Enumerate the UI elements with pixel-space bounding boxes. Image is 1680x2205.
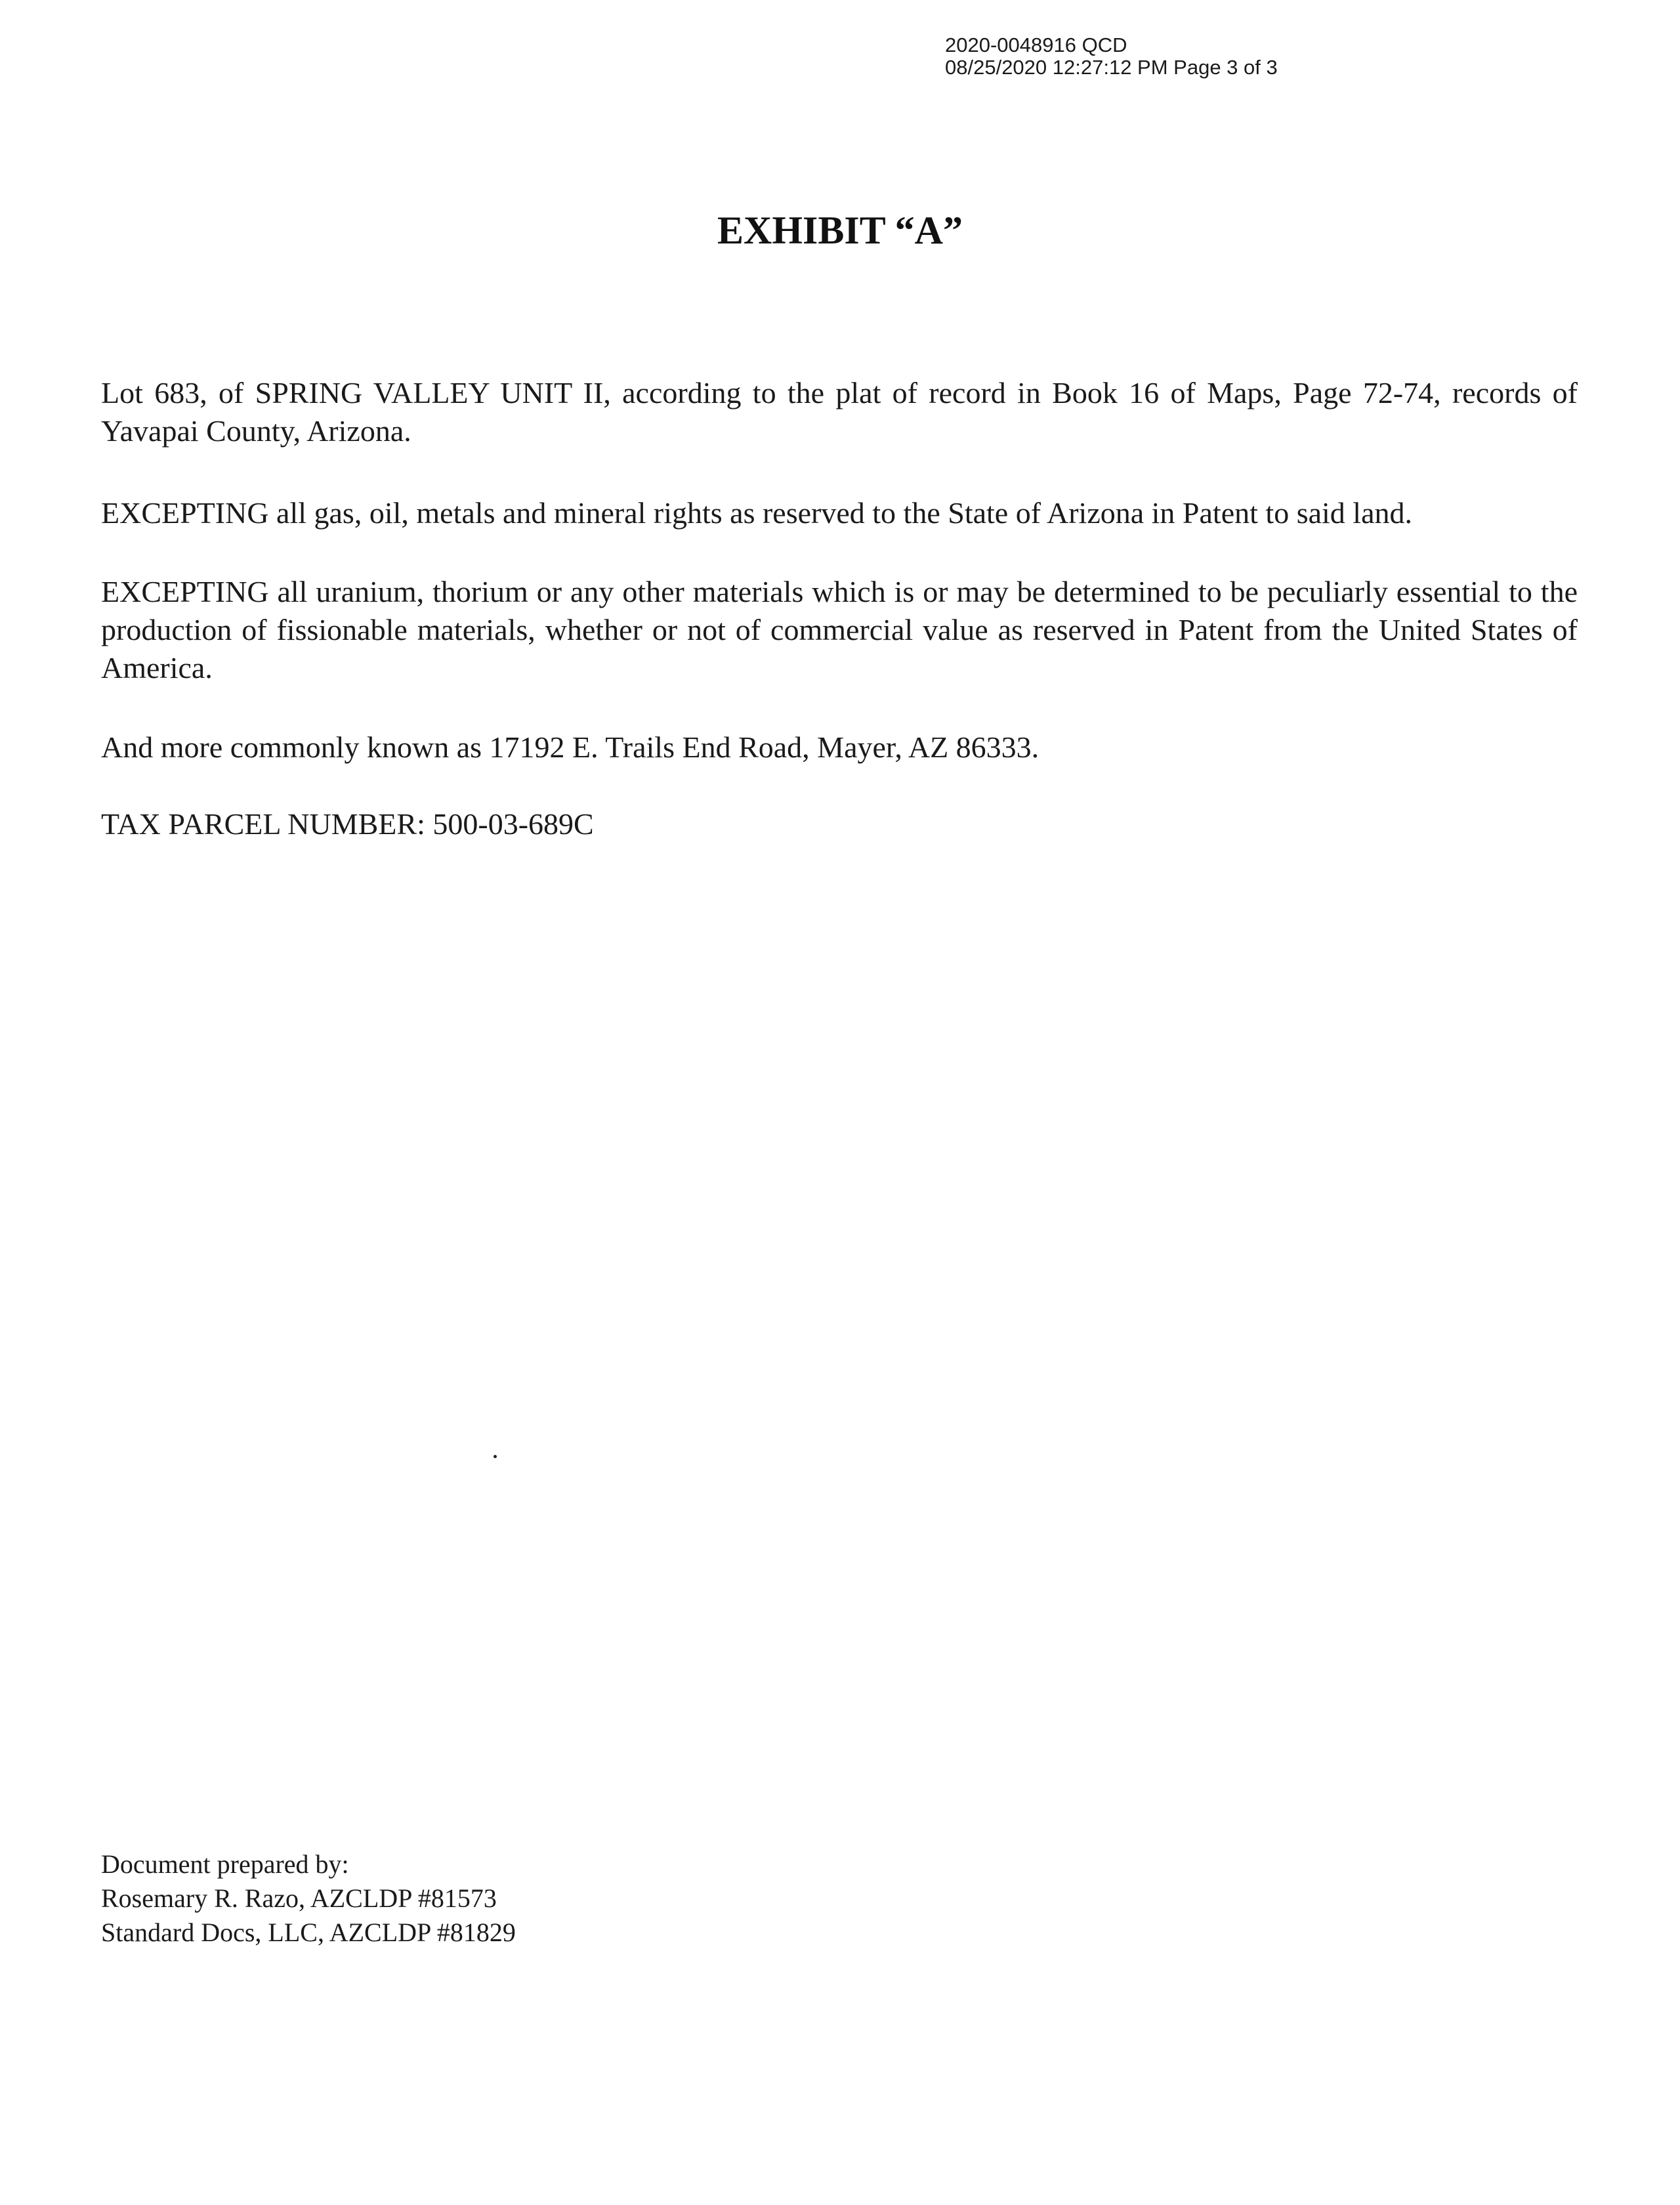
exception-paragraph-mineral-rights: [101, 494, 1578, 532]
tax-parcel-text: TAX PARCEL NUMBER: 500-03-689C: [101, 807, 594, 841]
recording-date-page: 08/25/2020 12:27:12 PM Page 3 of 3: [945, 56, 1278, 79]
document-preparer-block: [101, 1847, 516, 1950]
legal-description-paragraph: [101, 374, 1578, 450]
exception-mineral-rights-text: EXCEPTING all gas, oil, metals and mineral rights as reserved to the State of Arizona in Patent to said land.: [101, 496, 1412, 530]
stray-dot-mark: [494, 1455, 497, 1458]
preparer-label: Document prepared by:: [101, 1849, 349, 1879]
property-address-text: And more commonly known as 17192 E. Trails End Road, Mayer, AZ 86333.: [101, 730, 1040, 764]
preparer-person: Rosemary R. Razo, AZCLDP #81573: [101, 1883, 497, 1913]
page-title: EXHIBIT “A”: [717, 209, 963, 252]
tax-parcel-paragraph: [101, 805, 1578, 843]
recording-number: 2020-0048916 QCD: [945, 33, 1127, 56]
property-address-paragraph: [101, 728, 1578, 766]
recording-stamp: [945, 34, 1278, 79]
preparer-company: Standard Docs, LLC, AZCLDP #81829: [101, 1918, 516, 1947]
exception-fissionable-text: EXCEPTING all uranium, thorium or any other materials which is or may be determined to be peculiarly essential to the production of fissionable materials, whether or not of commercial value as reserved in Patent from the United States of America.: [101, 575, 1578, 684]
legal-description-text: Lot 683, of SPRING VALLEY UNIT II, according to the plat of record in Book 16 of Maps, Page 72-74, records of Yavapai County, Arizona.: [101, 376, 1578, 448]
exception-paragraph-fissionable: [101, 573, 1578, 687]
